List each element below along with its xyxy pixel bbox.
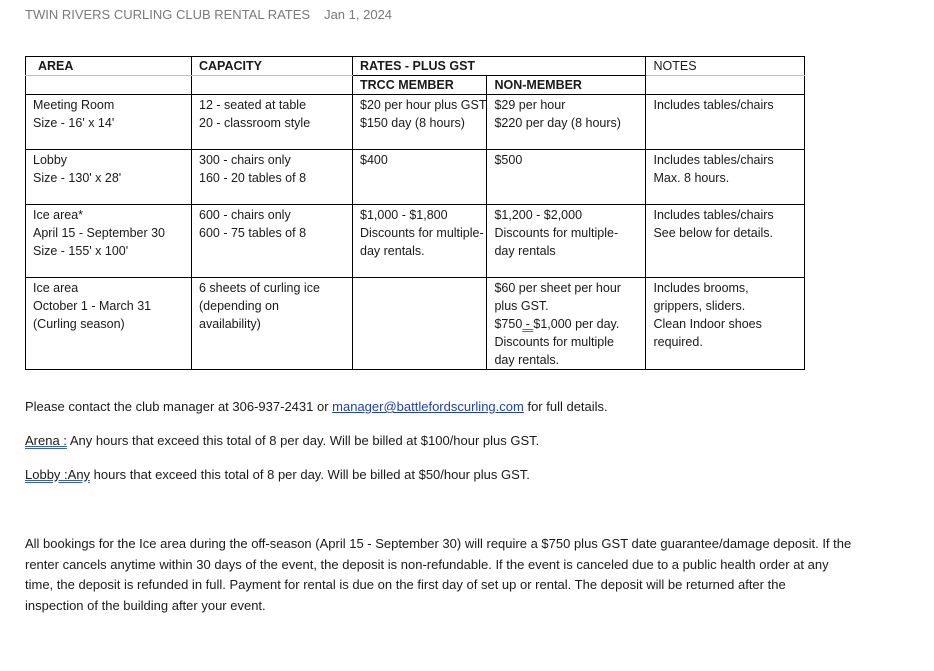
cell-member-rate	[353, 205, 487, 278]
cell-capacity	[192, 95, 353, 150]
cell-notes	[646, 205, 805, 278]
table-row	[26, 150, 805, 205]
cell-capacity	[192, 278, 353, 370]
cell-area	[26, 278, 192, 370]
paragraph-line: inspection of the building after your event.	[25, 597, 266, 613]
area-size: Size - 155' x 100'	[33, 244, 129, 258]
capacity-line: 600 - 75 tables of 8	[199, 226, 307, 240]
header-capacity: CAPACITY	[192, 57, 353, 76]
email-link[interactable]: manager@battlefordscurling.com	[332, 399, 524, 414]
table-row	[26, 95, 805, 150]
non-member-rate-line	[494, 315, 645, 333]
member-rate-line: $400	[360, 153, 388, 167]
capacity-line: (depending on	[199, 299, 279, 313]
rate-dash-flagged: -	[522, 317, 534, 331]
non-member-rate-line: day rentals	[494, 244, 556, 258]
deposit-paragraph	[25, 534, 905, 616]
cell-notes	[646, 278, 805, 370]
capacity-line: 12 - seated at table	[199, 98, 307, 112]
notes-line: Max. 8 hours.	[653, 171, 730, 185]
cell-area	[26, 205, 192, 278]
table-row	[26, 205, 805, 278]
table-row	[26, 278, 805, 370]
lobby-note	[25, 467, 530, 482]
non-member-rate-line: Discounts for multiple-	[494, 226, 619, 240]
lobby-note-text: hours that exceed this total of 8 per day. Will be billed at $50/hour plus GST.	[90, 467, 530, 482]
title-text: TWIN RIVERS CURLING CLUB RENTAL RATES	[25, 7, 311, 22]
rate-high: $1,000 per day.	[533, 317, 620, 331]
capacity-line: 300 - chairs only	[199, 153, 291, 167]
area-size: Size - 130' x 28'	[33, 171, 122, 185]
cell-non-member-rate	[487, 95, 646, 150]
area-name: Meeting Room	[33, 98, 115, 112]
non-member-rate-line: $500	[494, 153, 523, 167]
notes-line: Clean Indoor shoes	[653, 317, 762, 331]
cell-area	[26, 150, 192, 205]
table-subheader-row	[26, 76, 805, 95]
non-member-rate-line: $220 per day (8 hours)	[494, 116, 621, 130]
non-member-rate-line: plus GST.	[494, 299, 549, 313]
cell-capacity	[192, 205, 353, 278]
notes-line: See below for details.	[653, 226, 773, 240]
contact-text-end: for full details.	[523, 399, 608, 414]
subheader-blank-notes	[646, 76, 805, 95]
area-name: Ice area*	[33, 208, 84, 222]
header-trcc-member: TRCC MEMBER	[353, 76, 487, 95]
area-size: Size - 16' x 14'	[33, 116, 115, 130]
rate-low: $750	[494, 317, 523, 331]
cell-non-member-rate	[487, 278, 646, 370]
paragraph-line: renter cancels anytime within 30 days of the event, the deposit is non-refundable. If the event is canceled due to a public health order at any	[25, 556, 829, 572]
subheader-blank-area	[26, 76, 192, 95]
header-rates: RATES - PLUS GST	[353, 57, 646, 76]
arena-label: Arena :	[25, 433, 67, 448]
member-rate-line: day rentals.	[360, 244, 425, 258]
notes-line: Includes brooms,	[653, 281, 749, 295]
header-notes: NOTES	[646, 57, 805, 76]
non-member-rate-line: $29 per hour	[494, 98, 566, 112]
member-rate-line: $150 day (8 hours)	[360, 116, 465, 130]
area-dates: October 1 - March 31	[33, 299, 152, 313]
title-date: Jan 1, 2024	[324, 7, 393, 22]
area-name: Lobby	[33, 153, 68, 167]
paragraph-line: time, the deposit is refunded in full. Payment for rental is due on the first day of set up or rental. The deposit will be returned after the	[25, 577, 786, 592]
member-rate-line: $1,000 - $1,800	[360, 208, 448, 222]
area-season: (Curling season)	[33, 317, 125, 331]
capacity-line: availability)	[199, 317, 261, 331]
capacity-line: 20 - classroom style	[199, 116, 311, 130]
cell-member-rate	[353, 95, 487, 150]
contact-line	[25, 399, 608, 414]
cell-member-rate	[353, 150, 487, 205]
rental-rates-table	[25, 56, 805, 370]
contact-text: Please contact the club manager at 306-937-2431 or	[25, 399, 333, 414]
cell-non-member-rate	[487, 150, 646, 205]
cell-capacity	[192, 150, 353, 205]
table-header-row	[26, 57, 805, 76]
member-rate-line: Discounts for multiple-	[360, 226, 484, 240]
cell-member-rate-empty	[353, 278, 487, 370]
non-member-rate-line: Discounts for multiple	[494, 335, 614, 349]
area-name: Ice area	[33, 281, 79, 295]
non-member-rate-line: $60 per sheet per hour	[494, 281, 621, 295]
non-member-rate-line: $1,200 - $2,000	[494, 208, 583, 222]
capacity-line: 160 - 20 tables of 8	[199, 171, 307, 185]
non-member-rate-line: day rentals.	[494, 353, 560, 367]
lobby-label: Lobby :Any	[25, 467, 91, 482]
notes-line: Includes tables/chairs	[653, 208, 774, 222]
notes-line: grippers, sliders.	[653, 299, 746, 313]
area-dates: April 15 - September 30	[33, 226, 166, 240]
capacity-line: 600 - chairs only	[199, 208, 291, 222]
header-area: AREA	[26, 57, 192, 76]
arena-note	[25, 433, 539, 448]
arena-note-text: Any hours that exceed this total of 8 per day. Will be billed at $100/hour plus GST.	[66, 433, 540, 448]
notes-line: Includes tables/chairs	[653, 98, 774, 112]
capacity-line: 6 sheets of curling ice	[199, 281, 320, 295]
notes-line: required.	[653, 335, 703, 349]
cell-area	[26, 95, 192, 150]
subheader-blank-capacity	[192, 76, 353, 95]
header-non-member: NON-MEMBER	[487, 76, 646, 95]
document-title	[25, 7, 392, 22]
cell-non-member-rate	[487, 205, 646, 278]
paragraph-line: All bookings for the Ice area during the off-season (April 15 - September 30) will require a $750 plus GST date guarantee/damage deposit. If the	[25, 536, 852, 551]
member-rate-line: $20 per hour plus GST	[360, 98, 487, 112]
cell-notes	[646, 150, 805, 205]
cell-notes	[646, 95, 805, 150]
notes-line: Includes tables/chairs	[653, 153, 774, 167]
